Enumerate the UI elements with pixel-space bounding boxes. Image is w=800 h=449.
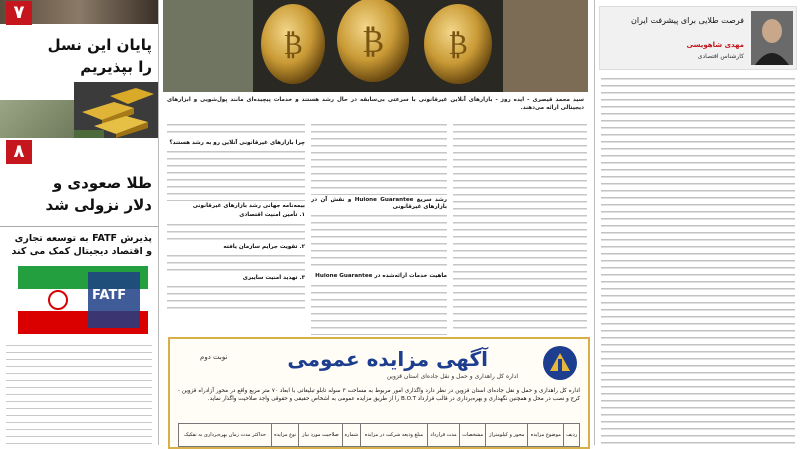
svg-text:₿: ₿ <box>361 22 385 60</box>
advert-turn: نوبت دوم <box>200 353 228 361</box>
left-teaser-column <box>0 0 159 445</box>
teaser-number-badge: ۷ <box>6 1 32 25</box>
subheading: ۲. تقویت جرایم سازمان یافته <box>223 243 305 250</box>
advert-body: اداره کل راهداری و حمل و نقل جاده‌ای استان قزوین در نظر دارد واگذاری امور مربوط به مساحت ۳ سوله تابلو تبلیغاتی با ابعاد ۷۰ متر مربع واقع در محور آزادراه قزوین - کرج و نصب در محل و همچنین نگهداری و بهره‌برداری در قالب قرارداد B.O.T را از طریق مزایده عمومی به اشخاص حقیقی و حقوقی واجد صلاحیت واگذار نماید. <box>178 388 580 402</box>
public-auction-advert <box>168 337 590 449</box>
fatf-flag-photo <box>18 266 148 334</box>
advert-table-header: نوع مزایده <box>271 424 298 447</box>
opinion-body-text <box>601 74 795 444</box>
advert-title: آگهی مزایده عمومی <box>287 347 488 371</box>
author-name: مهدی شاهویسی <box>686 41 744 49</box>
advert-table-header: مشخصات <box>460 424 486 447</box>
teaser-headline: پذیرش FATF به توسعه تجاری و اقتصاد دیجیتال کمک می کند <box>11 233 152 257</box>
subheading: بیمه‌نامه جهانی رشد بازارهای غیرقانونی <box>192 203 305 210</box>
author-box <box>599 6 797 70</box>
svg-text:₿: ₿ <box>448 28 468 61</box>
article-text-middle <box>311 120 447 335</box>
advert-organization: اداره کل راهداری و حمل و نقل جاده‌ای استان قزوین <box>386 373 518 380</box>
teaser-headline: را بپذیریم <box>80 58 152 76</box>
advert-table-header: مدت قرارداد <box>427 424 459 447</box>
teaser-headline: دلار نزولی شد <box>45 196 152 214</box>
advert-table-header: شماره <box>342 424 360 447</box>
banknotes-photo <box>0 100 74 138</box>
advert-table-header: ردیف <box>564 424 580 447</box>
teaser-headline: طلا صعودی و <box>52 174 152 192</box>
gold-bars-photo <box>74 82 158 138</box>
advert-table <box>178 423 580 447</box>
bitcoin-coins-photo <box>163 0 588 92</box>
author-role: کارشناس اقتصادی <box>697 53 744 60</box>
article-text-left <box>167 120 305 335</box>
subheading: چرا بازارهای غیرقانونی آنلاین رو به رشد هستند؟ <box>169 140 305 146</box>
author-portrait <box>751 11 793 65</box>
article-lead: سید محمد قیصری - ایده روز - بازارهای آنلاین غیرقانونی با سرعتی بی‌سابقه در حال رشد هستند و خدمات پیچیده‌ای مانند پول‌شویی و ابزارهای دیجیتالی ارائه می‌دهند. <box>167 97 584 111</box>
teaser-body-text <box>6 340 152 445</box>
advert-table-header: موضوع مزایده <box>528 424 564 447</box>
svg-text:₿: ₿ <box>283 28 303 61</box>
subheading: ۱. تأمین امنیت اقتصادی <box>239 212 305 219</box>
subheading: ۳. تهدید امنیت سایبری <box>242 274 305 281</box>
subheading: ماهیت خدمات ارائه‌شده در Huione Guarantee <box>315 273 447 280</box>
article-text-right <box>453 120 587 335</box>
subheading: رشد سریع Huione Guarantee و نقش آن در بازارهای غیرقانونی <box>311 197 447 211</box>
teaser-number-badge: ۸ <box>6 140 32 164</box>
advert-logo <box>542 345 578 381</box>
advert-table-header: محور و کیلومتراژ <box>486 424 528 447</box>
column-title: فرصت طلایی برای پیشرفت ایران <box>630 16 744 25</box>
advert-table-header: صلاحیت مورد نیاز <box>299 424 342 447</box>
teaser-headline: پایان این نسل <box>47 36 152 54</box>
advert-table-header: حداکثر مدت زمان بهره‌برداری به تفکیک <box>179 424 272 447</box>
fatf-logo: FATF <box>92 288 127 303</box>
opinion-column <box>594 0 800 445</box>
advert-table-header: مبلغ ودیعه شرکت در مزایده <box>360 424 427 447</box>
